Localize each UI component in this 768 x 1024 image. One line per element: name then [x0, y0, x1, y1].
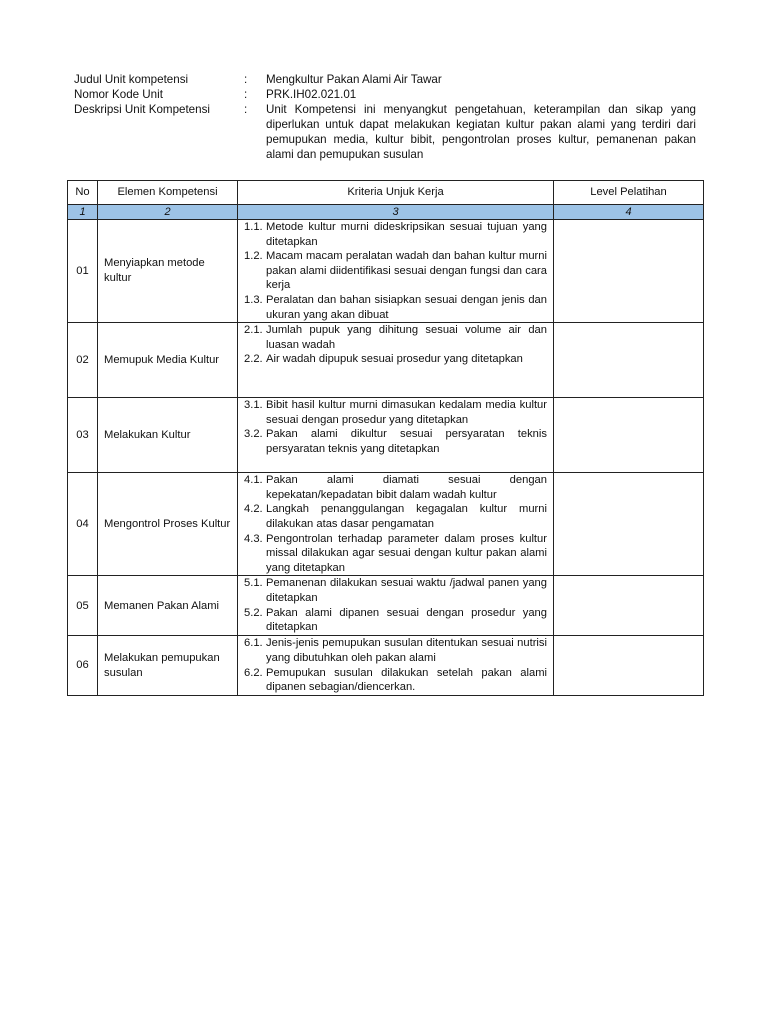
criteria-item: [244, 323, 547, 352]
info-row-title: [74, 72, 696, 87]
criteria-number: 5.1.: [244, 577, 263, 590]
element-name: Memupuk Media Kultur: [98, 323, 238, 398]
level-cell: [554, 576, 704, 636]
column-number: 3: [238, 205, 554, 220]
table-header-row: [68, 181, 704, 205]
criteria-text: Pemupukan susulan dilakukan setelah pakan alami dipanen sebagian/diencerkan.: [266, 666, 547, 694]
criteria-cell: [238, 576, 554, 636]
info-colon: :: [244, 103, 248, 116]
element-name: Melakukan pemupukan susulan: [98, 636, 238, 695]
criteria-number: 6.1.: [244, 637, 263, 650]
criteria-item: [244, 636, 547, 665]
criteria-text: Macam macam peralatan wadah dan bahan kultur murni pakan alami diidentifikasi sesuai dengan fungsi dan cara kerja: [266, 250, 547, 292]
criteria-cell: [238, 220, 554, 323]
criteria-cell: [238, 636, 554, 695]
criteria-item: [244, 473, 547, 502]
criteria-item: [244, 293, 547, 322]
criteria-item: [244, 666, 547, 695]
criteria-number: 1.1.: [244, 221, 263, 233]
column-number: 2: [98, 205, 238, 220]
criteria-item: [244, 352, 547, 367]
criteria-text: Pakan alami dikultur sesuai persyaratan teknis persyaratan teknis yang ditetapkan: [266, 428, 547, 455]
criteria-text: Air wadah dipupuk sesuai prosedur yang ditetapkan: [266, 353, 523, 366]
row-number: 05: [68, 576, 98, 636]
criteria-text: Pemanenan dilakukan sesuai waktu /jadwal panen yang ditetapkan: [266, 577, 547, 604]
info-label: Judul Unit kompetensi: [74, 73, 189, 86]
header-no: No: [68, 181, 98, 205]
info-colon: :: [244, 88, 248, 101]
level-cell: [554, 398, 704, 473]
info-colon: :: [244, 73, 248, 86]
criteria-text: Pakan alami dipanen sesuai dengan prosedur yang ditetapkan: [266, 606, 547, 634]
criteria-text: Peralatan dan bahan sisiapkan sesuai dengan jenis dan ukuran yang akan dibuat: [266, 293, 547, 321]
criteria-cell: [238, 473, 554, 576]
row-number: 03: [68, 398, 98, 473]
header-level: Level Pelatihan: [554, 181, 704, 205]
element-name: Memanen Pakan Alami: [98, 576, 238, 636]
criteria-cell: [238, 323, 554, 398]
unit-info: [74, 72, 696, 162]
criteria-number: 6.2.: [244, 666, 263, 679]
row-number: 04: [68, 473, 98, 576]
criteria-number: 4.1.: [244, 474, 263, 487]
table-row: [68, 473, 704, 576]
info-value: PRK.IH02.021.01: [266, 88, 357, 101]
column-number: 4: [554, 205, 704, 220]
column-number-row: [68, 205, 704, 220]
criteria-number: 3.2.: [244, 428, 263, 441]
criteria-item: [244, 427, 547, 456]
criteria-number: 5.2.: [244, 606, 263, 619]
criteria-item: [244, 606, 547, 635]
criteria-text: Bibit hasil kultur murni dimasukan kedalam media kultur sesuai dengan prosedur yang ditetapkan: [266, 399, 547, 426]
criteria-number: 2.1.: [244, 324, 263, 337]
table-row: [68, 636, 704, 695]
level-cell: [554, 220, 704, 323]
element-name: Mengontrol Proses Kultur: [98, 473, 238, 576]
criteria-item: [244, 398, 547, 427]
info-row-code: [74, 87, 696, 102]
criteria-number: 4.3.: [244, 532, 263, 545]
header-element: Elemen Kompetensi: [98, 181, 238, 205]
criteria-text: Metode kultur murni dideskripsikan sesuai tujuan yang ditetapkan: [266, 221, 547, 248]
criteria-text: Pakan alami diamati sesuai dengan kepekatan/kepadatan bibit dalam wadah kultur: [266, 474, 547, 501]
table-row: [68, 576, 704, 636]
info-row-description: [74, 102, 696, 162]
element-name: Melakukan Kultur: [98, 398, 238, 473]
criteria-text: Pengontrolan terhadap parameter dalam proses kultur missal dilakukan agar sesuai dengan kultur pakan alami yang ditetapkan: [266, 532, 547, 574]
table-row: [68, 220, 704, 323]
criteria-item: [244, 220, 547, 249]
table-row: [68, 323, 704, 398]
criteria-number: 2.2.: [244, 353, 263, 366]
header-criteria: Kriteria Unjuk Kerja: [238, 181, 554, 205]
info-value: Unit Kompetensi ini menyangkut pengetahuan, keterampilan dan sikap yang diperlukan untuk dapat melakukan kegiatan kultur pakan alami yang terdiri dari pemupukan media, kultur bibit, pengontrolan proses kultur, pemanenan pakan alami dan pemupukan susulan: [266, 103, 696, 161]
criteria-cell: [238, 398, 554, 473]
column-number: 1: [68, 205, 98, 220]
criteria-text: Jumlah pupuk yang dihitung sesuai volume air dan luasan wadah: [266, 324, 547, 351]
criteria-item: [244, 249, 547, 293]
criteria-text: Langkah penanggulangan kegagalan kultur murni dilakukan atas dasar pengamatan: [266, 503, 547, 530]
level-cell: [554, 323, 704, 398]
criteria-number: 4.2.: [244, 503, 263, 516]
criteria-item: [244, 502, 547, 531]
level-cell: [554, 636, 704, 695]
criteria-item: [244, 532, 547, 576]
criteria-number: 1.3.: [244, 293, 263, 306]
table-row: [68, 398, 704, 473]
criteria-number: 3.1.: [244, 399, 263, 412]
criteria-text: Jenis-jenis pemupukan susulan ditentukan sesuai nutrisi yang dibutuhkan oleh pakan alami: [266, 637, 547, 664]
criteria-item: [244, 576, 547, 605]
row-number: 02: [68, 323, 98, 398]
info-label: Deskripsi Unit Kompetensi: [74, 103, 210, 116]
competency-table: [67, 180, 704, 696]
row-number: 06: [68, 636, 98, 695]
criteria-number: 1.2.: [244, 250, 263, 263]
element-name: Menyiapkan metode kultur: [98, 220, 238, 323]
info-label: Nomor Kode Unit: [74, 88, 163, 101]
row-number: 01: [68, 220, 98, 323]
level-cell: [554, 473, 704, 576]
info-value: Mengkultur Pakan Alami Air Tawar: [266, 73, 442, 86]
